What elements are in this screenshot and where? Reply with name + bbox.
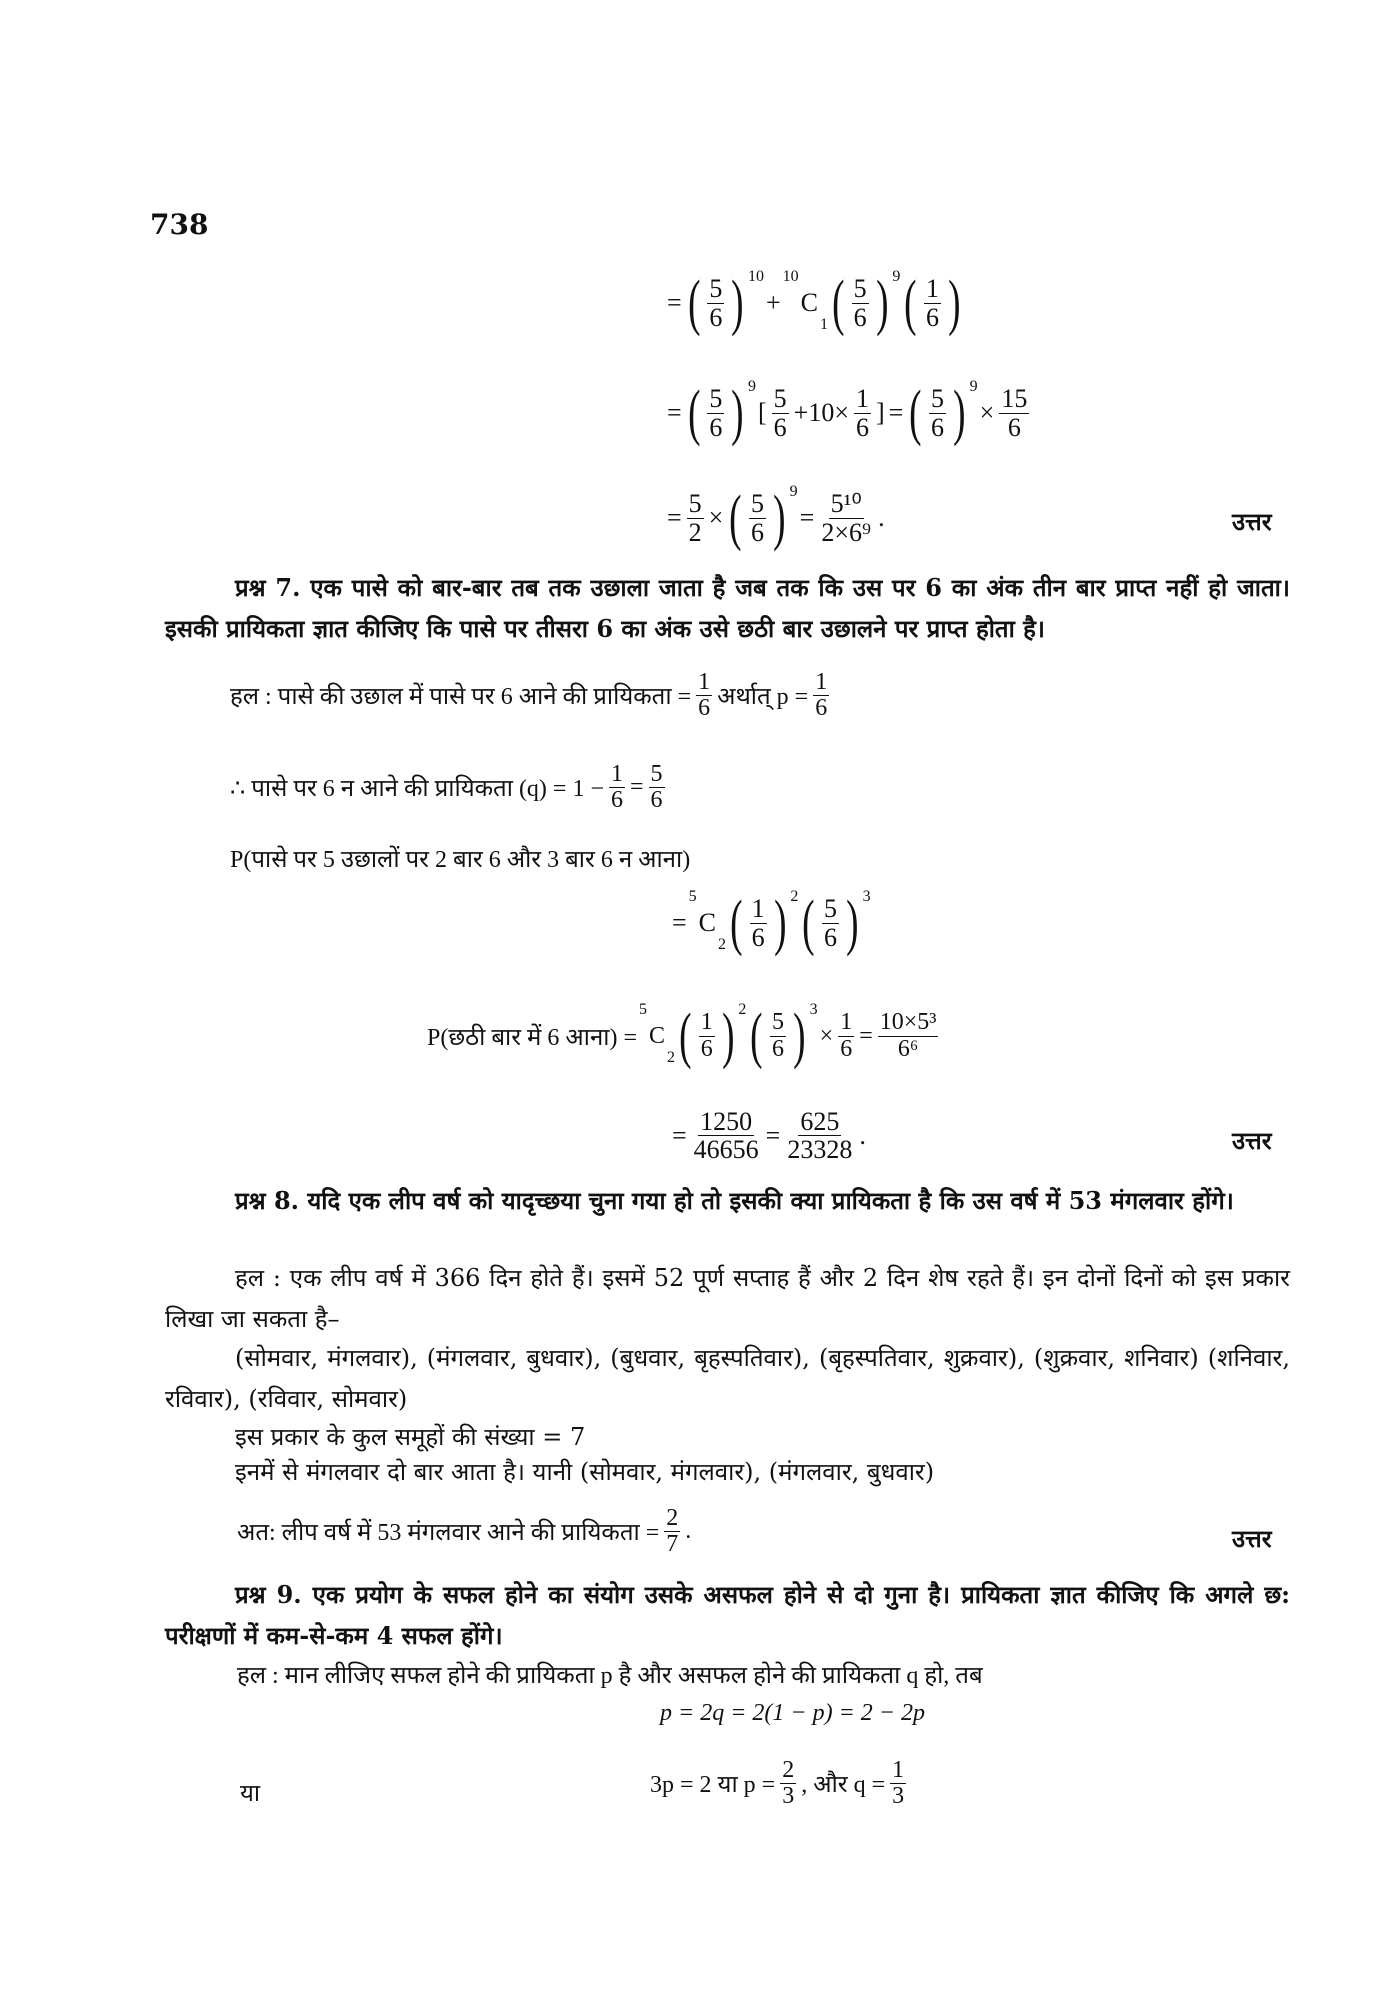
denominator: 3 [892, 1783, 905, 1810]
numerator: 15 [1001, 384, 1028, 414]
parenthesized-fraction [684, 378, 756, 447]
math-text: P(पासे पर 5 उछालों पर 2 बार 6 और 3 बार 6 न आना) [230, 847, 691, 873]
denominator: 6 [855, 412, 869, 442]
math-text: ∴ पासे पर 6 न आने की प्रायिकता (q) = 1 − [230, 776, 604, 803]
denominator: 6 [751, 922, 765, 952]
numerator: 1 [700, 1009, 713, 1036]
exponent: 9 [892, 268, 901, 285]
equation-line-2 [665, 378, 1032, 447]
fraction [687, 490, 704, 546]
parenthesized-fraction [684, 268, 764, 337]
equation-line-1 [665, 268, 965, 337]
fraction [929, 385, 946, 441]
numerator: 1 [751, 894, 765, 924]
subscript: 2 [718, 936, 727, 953]
numerator: 1 [840, 1009, 853, 1036]
numerator: 1 [892, 1757, 905, 1783]
parenthesized-fraction [828, 268, 901, 337]
denominator: 23328 [787, 1135, 853, 1165]
exponent: 2 [790, 888, 799, 905]
denominator: 6 [823, 922, 837, 952]
fraction [664, 1506, 680, 1557]
fraction [854, 385, 871, 441]
math-text: +10× [793, 398, 849, 427]
left-paren: ( [904, 269, 917, 337]
q9-equation-1 [658, 1700, 927, 1727]
numerator: 1 [925, 274, 939, 304]
numerator: 2 [782, 1757, 795, 1783]
parenthesized-fraction [726, 888, 799, 957]
numerator: 1 [815, 669, 828, 695]
numerator: 5 [930, 384, 944, 414]
numerator: 5 [709, 384, 723, 414]
right-paren: ) [948, 269, 961, 337]
math-text: C [649, 1022, 666, 1049]
q9-solution-line [235, 1658, 985, 1691]
fraction [609, 762, 625, 813]
q9-equation-2 [648, 1758, 909, 1809]
q7-p-line [228, 842, 692, 875]
denominator: 6 [925, 302, 939, 332]
math-text: × [979, 398, 995, 427]
fraction [772, 385, 789, 441]
math-text: , और q = [801, 1772, 886, 1799]
q7-sixth-throw-line [425, 1001, 941, 1070]
superscript: 10 [782, 268, 799, 285]
right-paren: ) [953, 379, 966, 447]
parenthesized-fraction [798, 888, 871, 957]
fraction [749, 490, 766, 546]
parenthesized-fraction [900, 269, 964, 337]
q8-group-count: इस प्रकार के कुल समूहों की संख्या = 7 [235, 1423, 586, 1451]
math-text: . [685, 1518, 692, 1545]
numerator: 5 [751, 489, 764, 519]
left-paren: ( [832, 269, 845, 337]
q7-solution-line [228, 670, 832, 721]
numerator: 5 [688, 489, 702, 519]
numerator: 1250 [700, 1107, 753, 1136]
right-paren: ) [721, 1002, 735, 1070]
denominator: 6 [1007, 412, 1021, 442]
denominator: 6 [698, 695, 711, 722]
denominator: 7 [666, 1531, 679, 1558]
math-text: ] [875, 398, 885, 427]
math-text: हल : पासे की उछाल में पासे पर 6 आने की प्रायिकता = [230, 684, 692, 711]
fraction [819, 490, 873, 546]
numerator: 10×5³ [879, 1009, 937, 1036]
denominator: 6 [700, 1035, 713, 1062]
parenthesized-fraction [725, 483, 798, 552]
math-text: C [698, 908, 717, 937]
q7-q-line [228, 762, 668, 813]
math-text: = [859, 1022, 873, 1049]
fraction [822, 895, 839, 951]
fraction [699, 1010, 715, 1061]
numerator: 5¹⁰ [830, 489, 862, 519]
numerator: 625 [800, 1107, 840, 1136]
q8-result-line [235, 1506, 693, 1557]
denominator: 6 [709, 302, 723, 332]
fraction [707, 385, 724, 441]
left-paren: ( [687, 379, 701, 447]
q7-result-line [670, 1108, 868, 1164]
q9-or-label: या [240, 1779, 261, 1807]
parenthesized-fraction [675, 1001, 747, 1070]
math-text: × [708, 503, 724, 532]
left-paren: ( [687, 269, 701, 337]
subscript: 1 [820, 316, 828, 333]
math-text: . [859, 1120, 866, 1150]
denominator: 6 [815, 695, 828, 722]
math-text: = [630, 774, 644, 801]
subscript: 2 [667, 1049, 676, 1066]
question-7: प्रश्न 7. एक पासे को बार-बार तब तक उछाला जाता है जब तक कि उस पर 6 का अंक तीन बार प्राप्त नहीं हो जाता। इसकी प्रायिकता ज्ञात कीजिए कि पासे पर तीसरा 6 का अंक उसे छठी बार उछालने पर प्राप्त होता है। [165, 573, 1290, 643]
question-9: प्रश्न 9. एक प्रयोग के सफल होने का संयोग उसके असफल होने से दो गुना है। प्रायिकता ज्ञात कीजिए कि अगले छ: परीक्षणों में कम-से-कम 4 सफल होंगे। [165, 1580, 1290, 1650]
numerator: 5 [650, 761, 663, 787]
left-paren: ( [730, 889, 743, 957]
fraction [813, 670, 829, 721]
fraction [696, 670, 712, 721]
numerator: 1 [855, 384, 869, 414]
math-text: × [819, 1022, 834, 1049]
left-paren: ( [679, 1002, 692, 1070]
answer-label: उत्तर [1232, 1126, 1272, 1155]
fraction [890, 1758, 906, 1809]
answer-label: उत्तर [1232, 1524, 1272, 1553]
math-text: अत: लीप वर्ष में 53 मंगलवार आने की प्रायिकता = [237, 1520, 660, 1547]
question-8: प्रश्न 8. यदि एक लीप वर्ष को यादृच्छया चुना गया हो तो इसकी क्या प्रायिकता है कि उस वर्ष में 53 मंगलवार होंगे। [235, 1186, 1234, 1215]
denominator: 6 [772, 1035, 784, 1062]
superscript: 5 [639, 1001, 648, 1018]
fraction [852, 275, 869, 331]
parenthesized-fraction [746, 1001, 818, 1070]
numerator: 5 [772, 1009, 784, 1036]
math-text: = [672, 908, 687, 937]
fraction [707, 275, 724, 331]
math-text: = [888, 398, 904, 427]
denominator: 6 [650, 787, 663, 814]
equation-line-3 [665, 483, 887, 552]
denominator: 6 [930, 412, 944, 442]
left-paren: ( [729, 484, 742, 552]
q7-combination-line [670, 888, 871, 957]
right-paren: ) [773, 484, 786, 552]
right-paren: ) [773, 889, 787, 957]
numerator: 5 [773, 384, 787, 414]
fraction [924, 275, 941, 331]
math-text: हल : मान लीजिए सफल होने की प्रायिकता p है और असफल होने की प्रायिकता q हो, तब [237, 1663, 983, 1689]
q8-tuesday-pairs: इनमें से मंगलवार दो बार आता है। यानी (सोमवार, मंगलवार), (मंगलवार, बुधवार) [235, 1458, 935, 1486]
exponent: 3 [809, 1001, 818, 1018]
exponent: 9 [789, 483, 798, 500]
denominator: 2 [688, 517, 702, 547]
math-text: P(छठी बार में 6 आना) = [427, 1024, 638, 1051]
q8-solution: हल : एक लीप वर्ष में 366 दिन होते हैं। इसमें 52 पूर्ण सप्ताह हैं और 2 दिन शेष रहते हैं। इन दोनों दिनों को इस प्रकार लिखा जा सकता है– [165, 1264, 1290, 1333]
right-paren: ) [875, 269, 889, 337]
exponent: 9 [747, 378, 756, 395]
math-text: C [800, 288, 818, 317]
math-text: 3p = 2 या p = [650, 1772, 776, 1799]
right-paren: ) [846, 889, 859, 957]
math-text: [ [757, 398, 767, 427]
left-paren: ( [909, 379, 922, 447]
numerator: 5 [709, 274, 723, 304]
answer-label: उत्तर [1232, 507, 1272, 536]
numerator: 5 [853, 274, 867, 304]
math-text: = [765, 1120, 781, 1150]
numerator: 1 [698, 669, 711, 695]
denominator: 6 [709, 412, 723, 442]
numerator: 5 [823, 894, 837, 924]
math-text: = [799, 503, 815, 532]
exponent: 9 [969, 378, 978, 395]
math-text: = [667, 288, 682, 317]
denominator: 6 [853, 302, 867, 332]
right-paren: ) [793, 1002, 806, 1070]
parenthesized-fraction [905, 378, 978, 447]
denominator: 6 [751, 517, 764, 547]
superscript: 5 [688, 888, 697, 905]
left-paren: ( [750, 1002, 763, 1070]
fraction [878, 1010, 939, 1061]
fraction [785, 1108, 854, 1164]
fraction [692, 1108, 761, 1164]
page-number: 738 [150, 208, 209, 241]
math-text: = [667, 398, 682, 427]
math-text: . [878, 503, 885, 532]
denominator: 3 [782, 1783, 795, 1810]
fraction [649, 762, 665, 813]
numerator: 2 [666, 1505, 679, 1531]
denominator: 2×6⁹ [821, 517, 872, 547]
exponent: 2 [738, 1001, 747, 1018]
right-paren: ) [731, 379, 744, 447]
right-paren: ) [731, 269, 744, 337]
exponent: 10 [747, 268, 764, 285]
exponent: 3 [862, 888, 871, 905]
denominator: 6 [773, 412, 787, 442]
denominator: 6 [840, 1035, 853, 1062]
denominator: 46656 [693, 1135, 759, 1165]
fraction [750, 895, 767, 951]
fraction [999, 385, 1029, 441]
q8-day-pairs: (सोमवार, मंगलवार), (मंगलवार, बुधवार), (बुधवार, बृहस्पतिवार), (बृहस्पतिवार, शुक्रवार), (शुक्रवार, शनिवार) (शनिवार, रविवार), (रविवार, सोमवार) [165, 1344, 1290, 1413]
denominator: 6 [611, 787, 623, 814]
denominator: 6⁶ [897, 1035, 919, 1062]
fraction [780, 1758, 796, 1809]
math-text: = [667, 503, 682, 532]
math-text: = [672, 1120, 687, 1150]
left-paren: ( [802, 889, 815, 957]
math-text: अर्थात् p = [717, 684, 809, 711]
fraction [770, 1010, 786, 1061]
numerator: 1 [611, 761, 623, 787]
math-text: p = 2q = 2(1 − p) = 2 − 2p [660, 1700, 925, 1726]
math-text: + [765, 288, 781, 317]
fraction [838, 1010, 854, 1061]
